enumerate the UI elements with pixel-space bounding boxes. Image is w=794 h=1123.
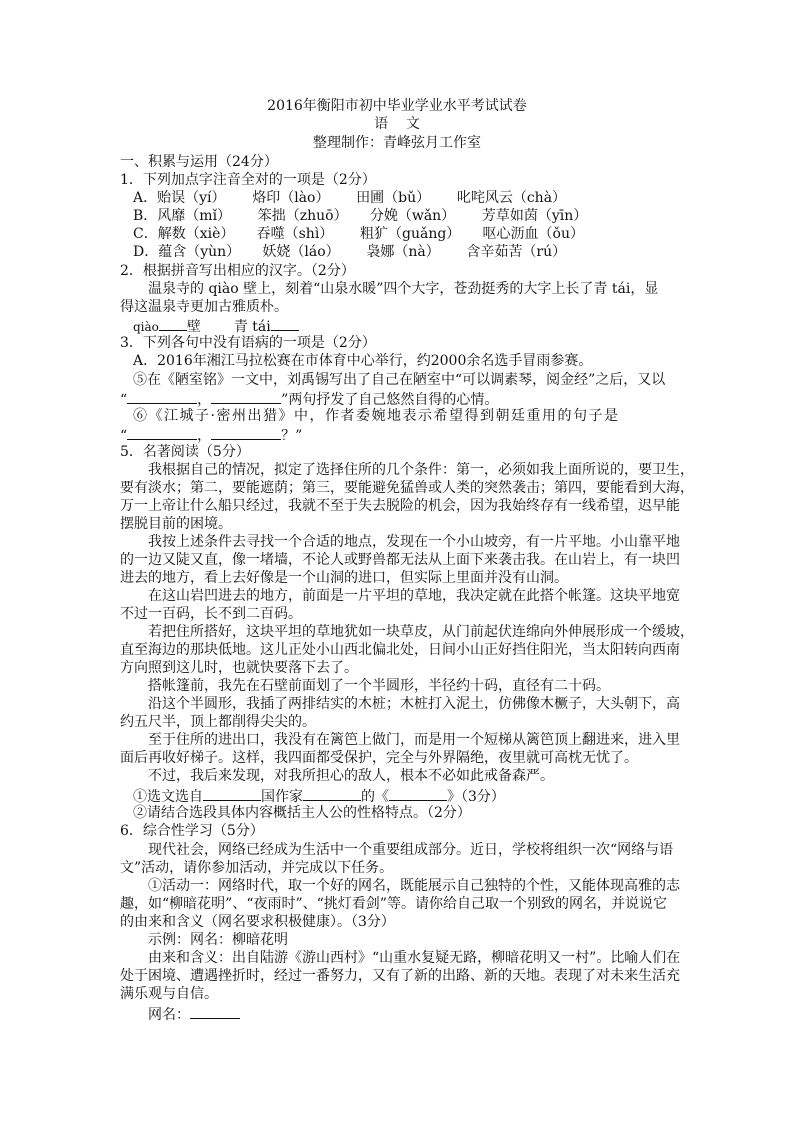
q2-blank2[interactable] xyxy=(271,316,299,331)
q5-para-line: 万一上帝让什么船只经过，我就不至于失去脱险的机会，因为我始终存有一线希望，迟早能 xyxy=(120,498,680,514)
q6-line: 示例：网名：柳暗花明 xyxy=(148,932,288,948)
q5-blank-author[interactable] xyxy=(303,786,361,801)
quote-open: “ xyxy=(120,428,128,444)
s6-tail: ？” xyxy=(281,428,303,444)
quote-open: “ xyxy=(120,392,128,408)
q5-para-line: 我按上述条件去寻找一个合适的地点，发现在一个小山坡旁，有一片平地。小山靠平地 xyxy=(148,534,680,550)
sub1-text: 的《 xyxy=(361,789,389,805)
q5-stem: 5．名著阅读（5分） xyxy=(120,444,250,460)
q6-stem: 6．综合性学习（5分） xyxy=(120,823,264,839)
q3-s6-line1: ⑥《江城子·密州出猎》中，作者委婉地表示希望得到朝廷重用的句子是 xyxy=(133,408,620,424)
q5-para-line: 不过一百码，长不到二百码。 xyxy=(120,606,302,622)
q1-option-c: C．解数（xiè） 吞噬（shì） 粗犷（guǎng） 呕心沥血（ǒu） xyxy=(133,226,584,242)
q5-para-line: 方向照到这儿时，也就快要落下去了。 xyxy=(120,660,358,676)
q5-para-line: 在这山岩凹进去的地方，前面是一片平坦的草地，我决定就在此搭个帐篷。这块平地宽 xyxy=(148,588,680,604)
q3-s5-line2 xyxy=(120,389,498,409)
q6-line: 由来和含义：出自陆游《游山西村》“山重水复疑无路，柳暗花明又一村”。比喻人们在 xyxy=(148,950,681,966)
q2-blank1-pinyin: qiào xyxy=(133,320,159,334)
sub1-text: 国作家 xyxy=(261,789,303,805)
q5-sub2: ②请结合选段具体内容概括主人公的性格特点。（2分） xyxy=(133,805,471,821)
section-heading: 一、积累与运用（24分） xyxy=(120,154,278,170)
exam-title: 2016年衡阳市初中毕业学业水平考试试卷 xyxy=(267,98,527,114)
q1-option-a: A．贻误（yí） 烙印（lào） 田圃（bǔ） 叱咤风云（chà） xyxy=(133,190,567,206)
q5-para-line: 的一边又陡又直，像一堵墙，不论人或野兽都无法从上面下来袭击我。在山岩上，有一块凹 xyxy=(120,552,680,568)
q1-stem: 1．下列加点字注音全对的一项是（2分） xyxy=(120,172,376,188)
q6-line: ①活动一：网络时代，取一个好的网名，既能展示自己独特的个性，又能体现高雅的志 xyxy=(148,878,680,894)
comma: ， xyxy=(197,392,212,408)
q5-para-line: 约五尺半，顶上都削得尖尖的。 xyxy=(120,714,316,730)
q3-s5-line1: ⑤在《陋室铭》一文中，刘禹锡写出了自己在陋室中“可以调素琴，阅金经”之后，又以 xyxy=(133,372,666,388)
q5-para-line: 我根据自己的情况，拟定了选择住所的几个条件：第一，必须如我上面所说的，要卫生， xyxy=(148,462,694,478)
net-name-blank[interactable] xyxy=(190,1004,240,1019)
q5-para-line: 摆脱目前的困境。 xyxy=(120,516,232,532)
q1-option-b: B．风靡（mǐ） 笨拙（zhuō） 分娩（wǎn） 芳草如茵（yīn） xyxy=(133,208,588,224)
s5-tail: ”两句抒发了自己悠然自得的心情。 xyxy=(281,392,499,408)
q5-para-line: 要有淡水；第二，要能遮荫；第三，要能避免猛兽或人类的突然袭击；第四，要能看到大海， xyxy=(120,480,694,496)
exam-maker: 整理制作：青峰弦月工作室 xyxy=(313,135,481,151)
q5-blank-book[interactable] xyxy=(389,786,447,801)
q6-line: 现代社会，网络已经成为生活中一个重要组成部分。近日，学校将组织一次“网络与语 xyxy=(148,842,674,858)
q5-para-line: 不过，我后来发现，对我所担心的敌人，根本不必如此戒备森严。 xyxy=(148,768,554,784)
q5-para-line: 直至海边的那块低地。这儿正处小山西北偏北处，日间小山正好挡住阳光，当太阳转向西南 xyxy=(120,642,680,658)
q2-text-line2: 得这温泉寺更加古雅质朴。 xyxy=(120,299,288,315)
q2-blank2-prefix: 青 tái xyxy=(233,319,271,335)
q3-option-a: A．2016年湘江马拉松赛在市体育中心举行，约2000余名选手冒雨参赛。 xyxy=(133,353,593,369)
q5-para-line: 沿这个半圆形，我插了两排结实的木桩；木桩打入泥土，仿佛像木橛子，大头朝下，高 xyxy=(148,696,680,712)
q5-para-line: 至于住所的进出口，我没有在篱笆上做门，而是用一个短梯从篱笆顶上翻进来，进入里 xyxy=(148,732,680,748)
q5-blank-country[interactable] xyxy=(203,786,261,801)
q6-line: 的由来和含义（网名要求积极健康）。（3分） xyxy=(120,914,395,930)
q6-line: 文”活动，请你参加活动，并完成以下任务。 xyxy=(120,860,394,876)
q2-stem: 2．根据拼音写出相应的汉字。（2分） xyxy=(120,263,355,279)
exam-subject: 语 文 xyxy=(374,116,420,132)
s5-blank1[interactable] xyxy=(127,389,197,404)
q5-para-line: 面后再收好梯子。这样，我四面都受保护，完全与外界隔绝，夜里就可高枕无忧了。 xyxy=(120,750,638,766)
q6-line: 满乐观与自信。 xyxy=(120,986,218,1002)
sub1-text: ①选文选自 xyxy=(133,789,203,805)
s6-blank2[interactable] xyxy=(211,425,281,440)
q3-stem: 3．下列各句中没有语病的一项是（2分） xyxy=(120,335,376,351)
q2-text-line1: 温泉寺的 qiào 壁上，刻着“山泉水暖”四个大字，苍劲挺秀的大字上长了青 tái，显 xyxy=(148,281,659,297)
q5-sub1 xyxy=(133,786,505,806)
q3-s6-line2 xyxy=(120,425,302,445)
q5-para-line: 进去的地方，看上去好像是一个山洞的进口，但实际上里面并没有山洞。 xyxy=(120,570,568,586)
q2-answer-row xyxy=(133,316,299,336)
q2-blank1[interactable] xyxy=(159,316,187,331)
q5-para-line: 搭帐篷前，我先在石壁前面划了一个半圆形，半径约十码，直径有二十码。 xyxy=(148,678,610,694)
s6-blank1[interactable] xyxy=(127,425,197,440)
q2-blank1-tail: 壁 xyxy=(186,319,201,335)
q6-net-name-row xyxy=(148,1004,240,1024)
q5-para-line: 若把住所搭好，这块平坦的草地犹如一块草皮，从门前起伏连绵向外伸展形成一个缓坡， xyxy=(148,624,694,640)
q6-line: 趣，如“柳暗花明”、“夜雨时”、“挑灯看剑”等。请你给自己取一个别致的网名，并说说它 xyxy=(120,896,667,912)
comma: ， xyxy=(197,428,212,444)
s5-blank2[interactable] xyxy=(211,389,281,404)
sub1-text: 》（3分） xyxy=(447,789,505,805)
q6-line: 处于困境、遭遇挫折时，经过一番努力，又有了新的出路、新的天地。表现了对未来生活充 xyxy=(120,968,680,984)
net-name-label: 网名： xyxy=(148,1007,190,1023)
q1-option-d: D．蕴含（yùn） 妖娆（láo） 袅娜（nà） 含辛茹苦（rú） xyxy=(133,244,567,260)
